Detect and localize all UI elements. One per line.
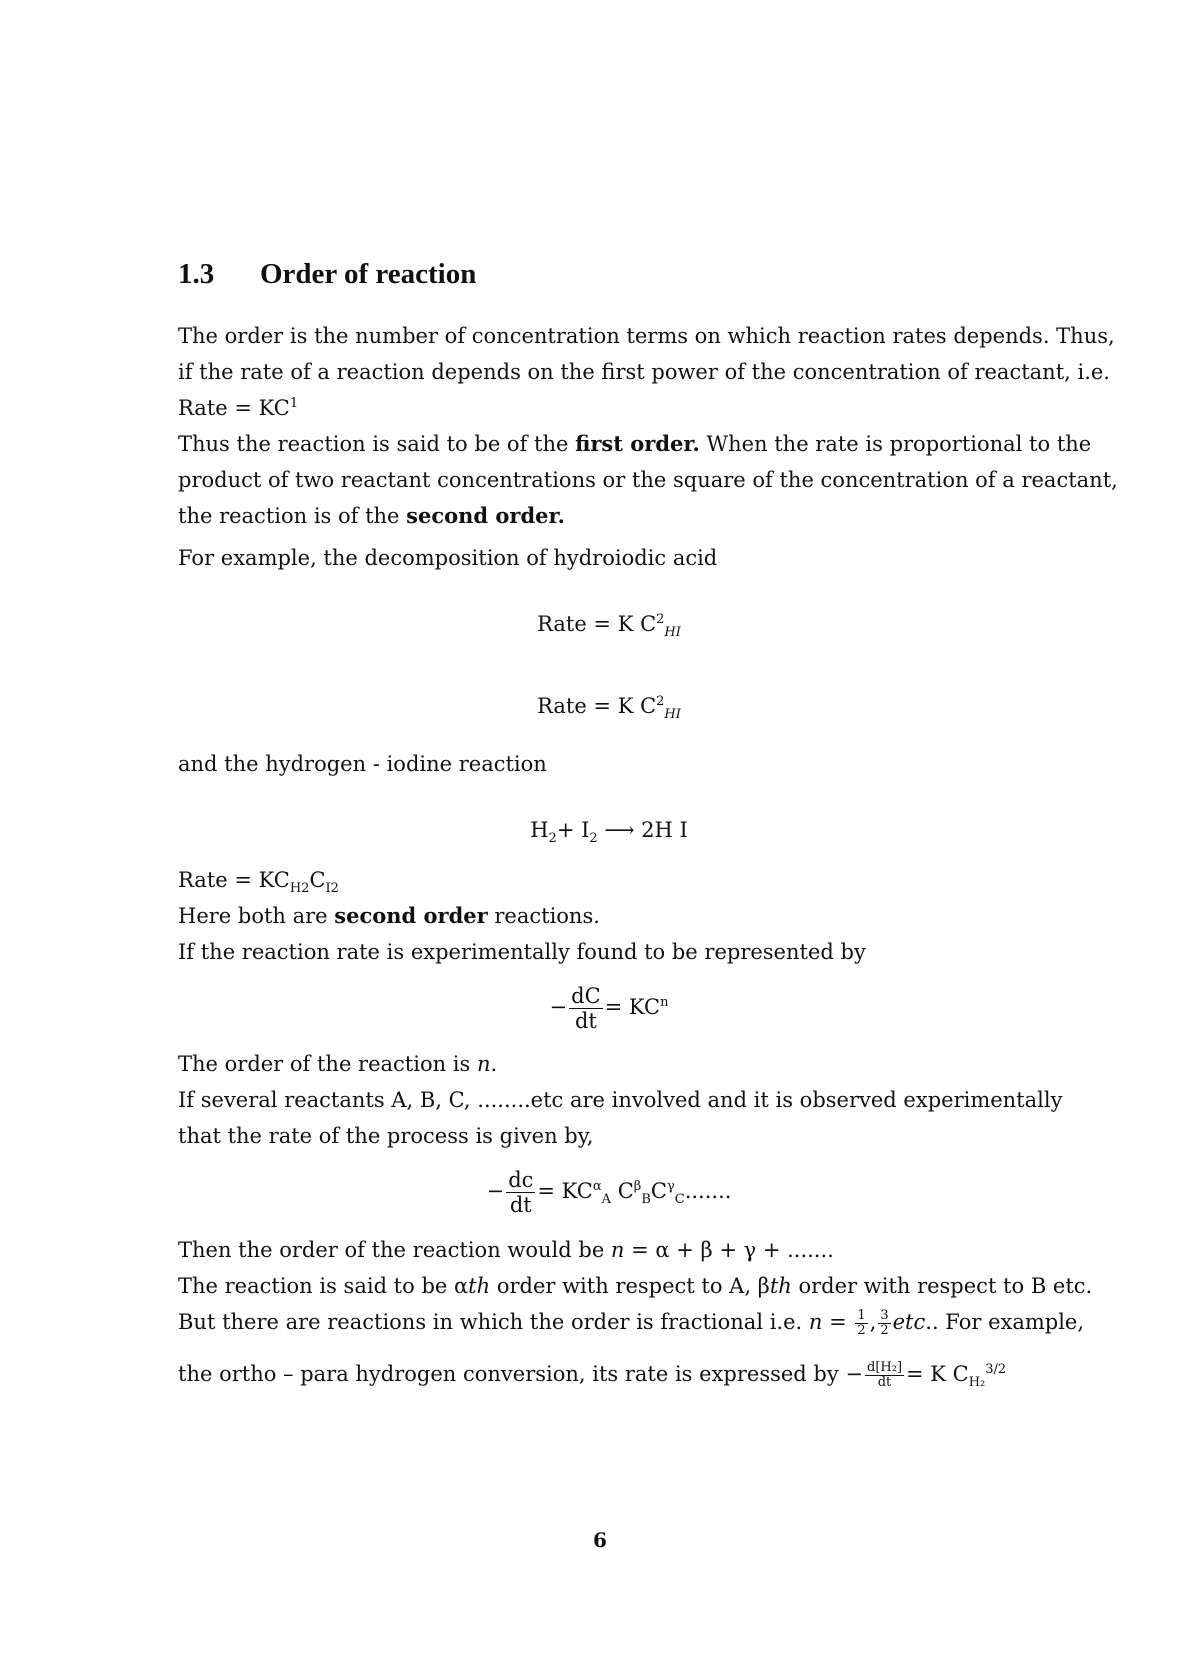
several-line-2: that the rate of the process is given by,: [178, 1124, 594, 1148]
both-second-order-line: Here both are second order reactions.: [178, 903, 600, 928]
ortho-para-line: the ortho – para hydrogen conversion, its rate is expressed by − $\frac{\text{d[H₂]}}{dt}$ = K $C_{H_2}^{3/2}$: [178, 1360, 1007, 1391]
alpha-beta-line: The reaction is said to be αth order with respect to A, βth order with respect to B etc.: [178, 1274, 1093, 1298]
equation-dc-dt: − $\frac{dC}{dt}$ = $KC^n$: [549, 984, 669, 1033]
example-text: For example, the decomposition of hydroiodic acid: [178, 546, 718, 570]
experimental-line: If the reaction rate is experimentally found to be represented by: [178, 940, 866, 964]
equation-rate-hi-2: Rate = K $C^2_{HI}$: [537, 694, 681, 723]
section-title: Order of reaction: [260, 258, 477, 290]
order-n-line: The order of the reaction is n.: [178, 1052, 498, 1076]
conclusion-paragraph: [178, 1232, 1093, 1340]
rate-paragraph: [178, 862, 1040, 970]
page-number: 6: [593, 1528, 607, 1552]
section-number: 1.3: [178, 258, 215, 290]
rate-first-order-line: Rate = $KC^1$: [178, 396, 299, 420]
several-line-1: If several reactants A, B, C, ........etc are involved and it is observed experimentally: [178, 1088, 1063, 1112]
fractional-line: But there are reactions in which the order is fractional i.e. n = $\frac{1}{2}$ , $\frac{3}{2}$ etc.. For example,: [178, 1308, 1085, 1338]
then-order-line: Then the order of the reaction would be n = α + β + γ + .......: [178, 1238, 834, 1262]
intro-line: product of two reactant concentrations or the square of the concentration of a reactant,: [178, 468, 1118, 492]
hydrogen-iodine-text: and the hydrogen - iodine reaction: [178, 752, 547, 776]
intro-line: The order is the number of concentration terms on which reaction rates depends. Thus,: [178, 324, 1115, 348]
intro-paragraph: [178, 318, 1118, 534]
equation-multi-reactant: − $\frac{dc}{dt}$ = $KC^\alpha_A$ $C^\beta_BC^\gamma_C$.......: [486, 1168, 732, 1217]
section-heading: [178, 258, 476, 291]
equation-rate-hi-1: Rate = K $C^2_{HI}$: [537, 612, 681, 641]
second-order-line: the reaction is of the second order.: [178, 503, 565, 528]
intro-line: if the rate of a reaction depends on the first power of the concentration of reactant, i.e.: [178, 360, 1110, 384]
order-paragraph: [178, 1046, 1063, 1154]
first-order-line: Thus the reaction is said to be of the first order. When the rate is proportional to the: [178, 431, 1092, 456]
equation-h2-i2: $H_2+ I_2$ ⟶ 2H I: [530, 818, 688, 847]
rate-kc-line: Rate = $KC_{H2}C_{I2}$: [178, 868, 339, 897]
